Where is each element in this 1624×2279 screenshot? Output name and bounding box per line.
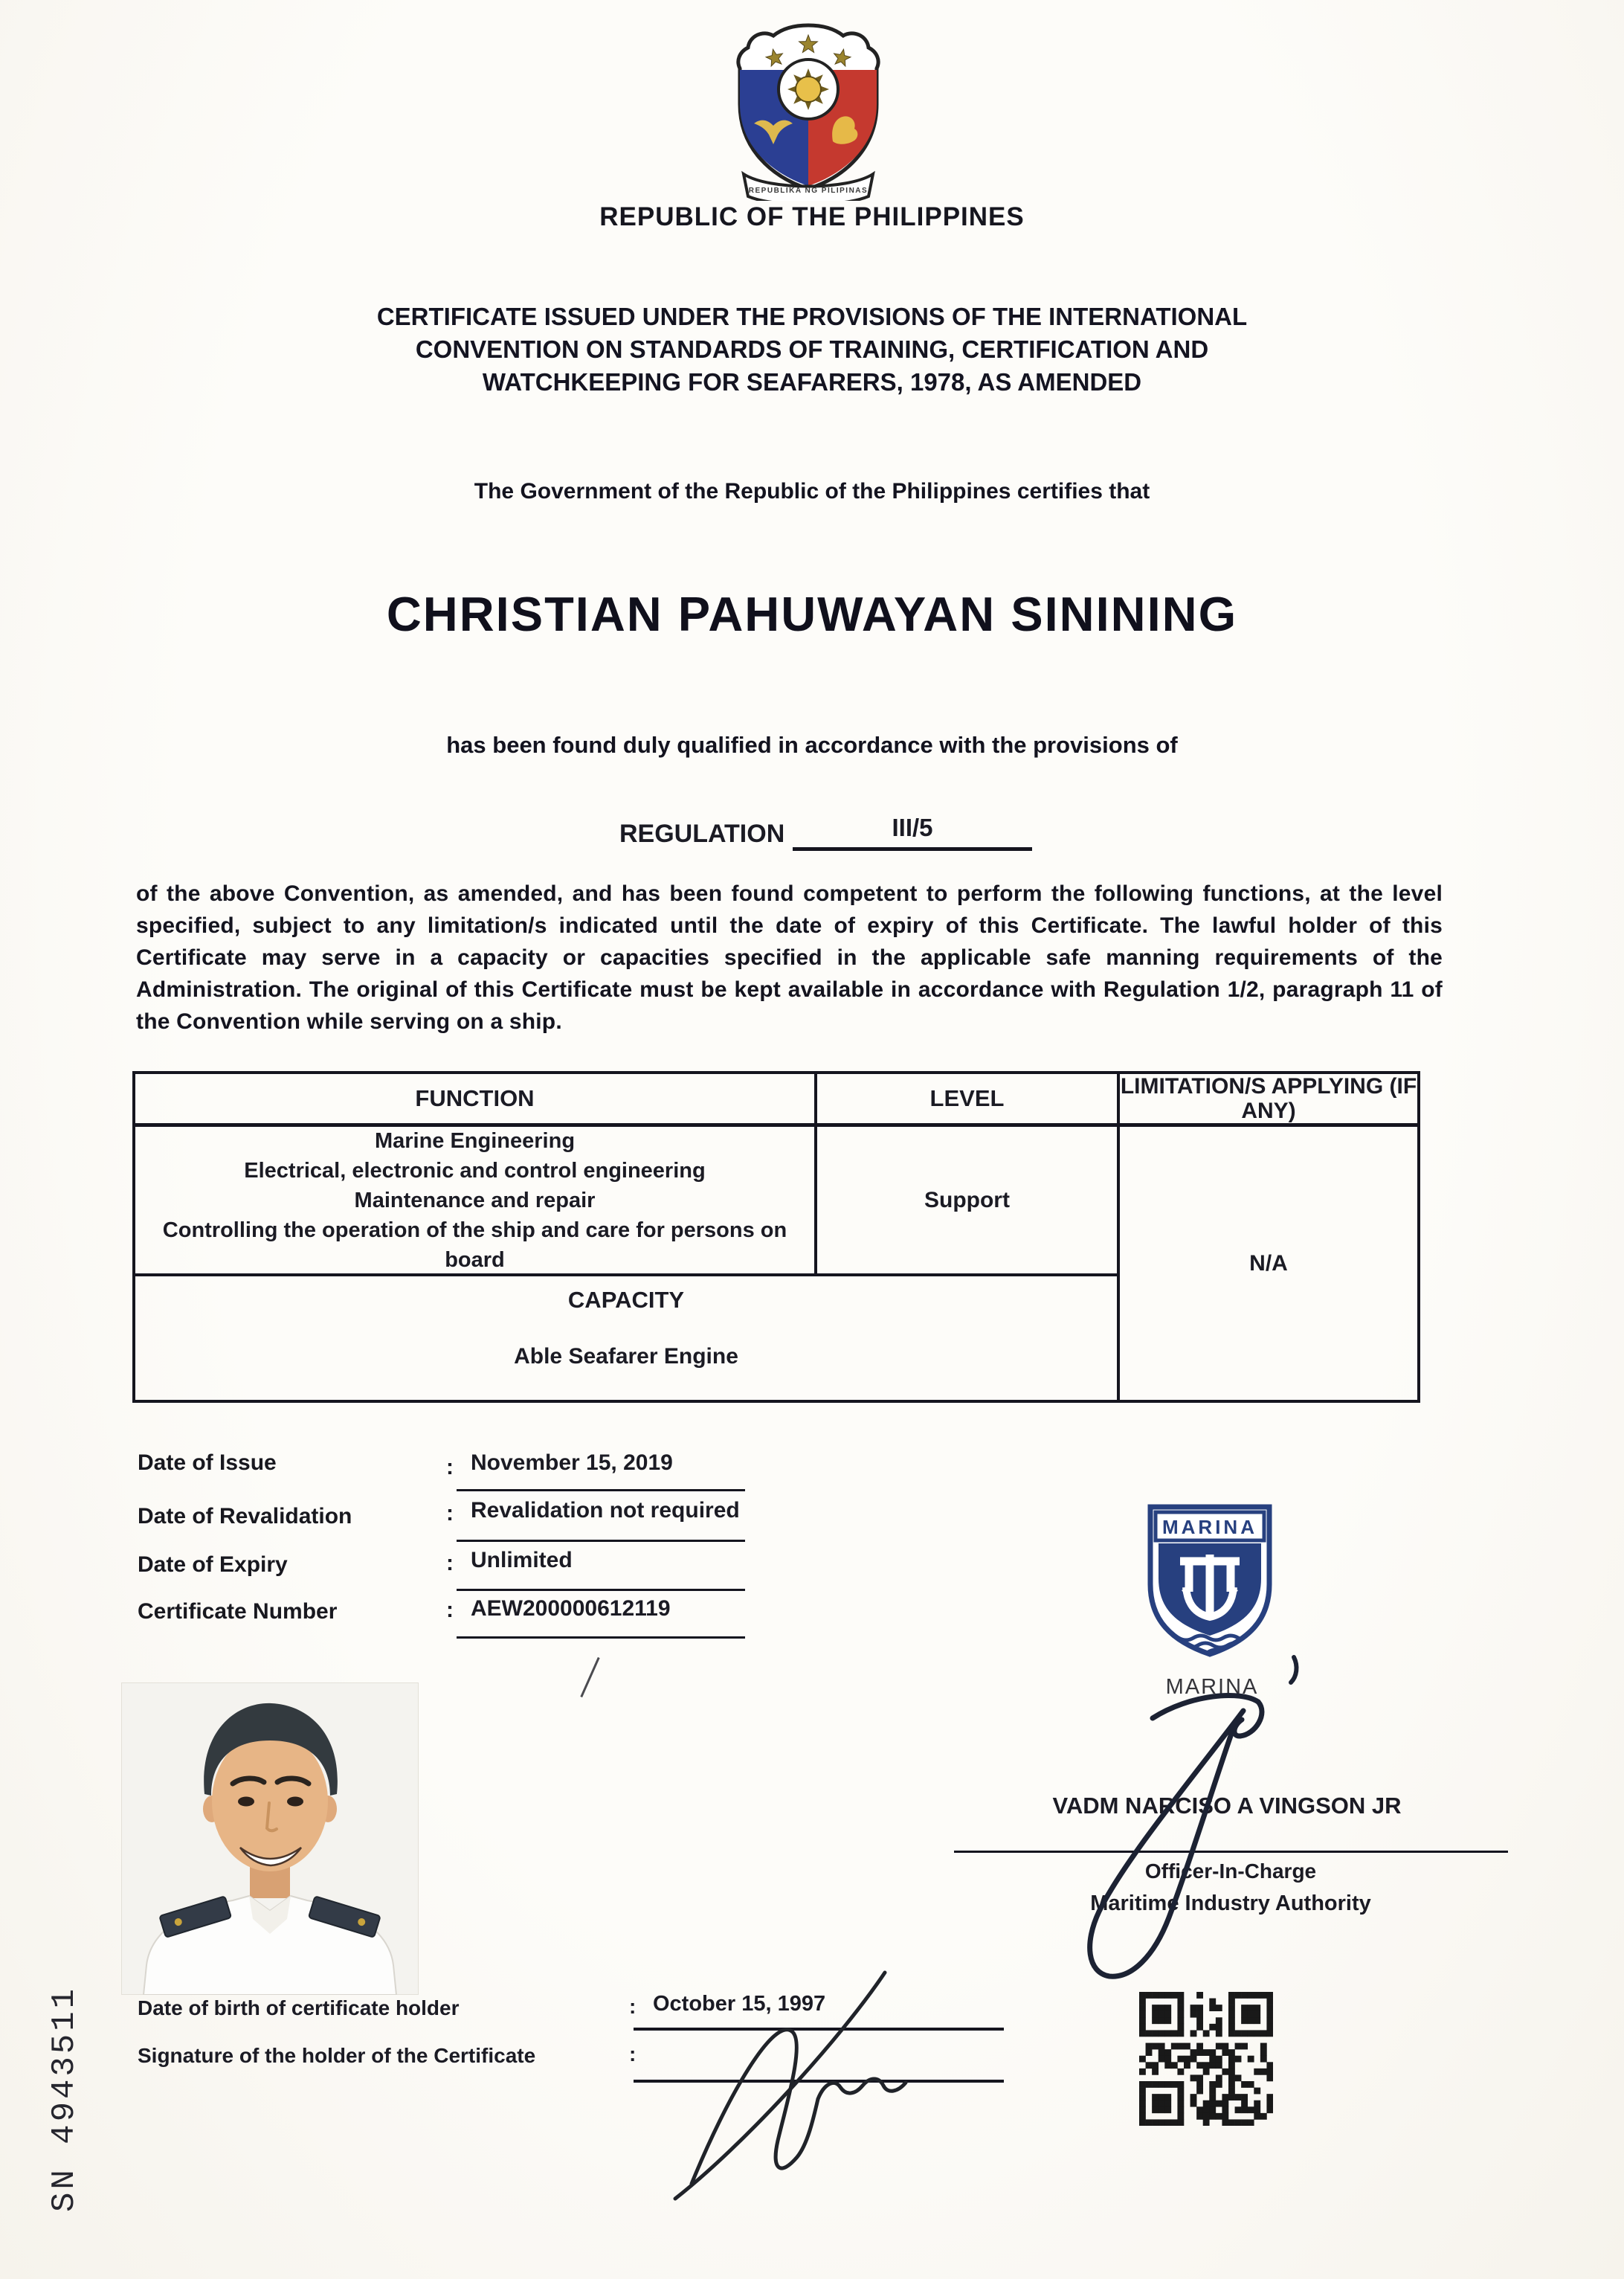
dob-label: Date of birth of certificate holder [138, 1996, 460, 2019]
qualified-line: has been found duly qualified in accordance with the provisions of [446, 732, 1178, 758]
qr-code [1139, 1992, 1273, 2126]
detail-value: Unlimited [471, 1548, 573, 1572]
detail-label: Date of Issue [138, 1450, 277, 1475]
marina-seal-text: MARINA [1162, 1516, 1257, 1538]
function-list [135, 1127, 814, 1273]
certificate-title-line: WATCHKEEPING FOR SEAFARERS, 1978, AS AMENDED [482, 368, 1142, 396]
detail-label: Certificate Number [138, 1599, 338, 1624]
detail-value: Revalidation not required [471, 1498, 740, 1523]
function-item: Controlling the operation of the ship and care for persons on board [162, 1218, 787, 1272]
level-value: Support [924, 1187, 1010, 1212]
detail-label: Date of Revalidation [138, 1504, 352, 1529]
limitation-value: N/A [1249, 1250, 1288, 1276]
holder-signature-colon: : [629, 2042, 637, 2066]
holder-signature-label: Signature of the holder of the Certificate [138, 2044, 536, 2067]
dob-colon: : [629, 1995, 637, 2018]
detail-colon: : [446, 1501, 454, 1526]
dob-underline [634, 2028, 1004, 2031]
detail-colon: : [446, 1598, 454, 1622]
detail-value: November 15, 2019 [471, 1450, 673, 1475]
regulation-value: III/5 [892, 814, 933, 841]
body-paragraph: of the above Convention, as amended, and has been found competent to perform the following functions, at the level specified, subject to any limitation/s indicated until the date of expiry of this Certificate. The lawful holder of this Certificate may serve in a capacity or capacities specified in the applicable safe manning requirements of the Administration. The original of this Certificate must be kept available in accordance with Regulation 1/2, paragraph 11 of the Convention while serving on a ship. [136, 881, 1443, 1034]
marina-caption: MARINA [1165, 1675, 1259, 1699]
seal-banner-text: REPUBLIKA NG PILIPINAS [748, 187, 869, 195]
functions-table [132, 1071, 1420, 1403]
capacity-label: CAPACITY [567, 1287, 685, 1313]
holder-signature-underline [634, 2080, 1004, 2083]
function-item: Marine Engineering [374, 1128, 576, 1153]
signatory-title: Officer-In-Charge [1144, 1859, 1317, 1883]
republic-caption: REPUBLIC OF THE PHILIPPINES [599, 202, 1025, 231]
detail-underline [457, 1489, 745, 1491]
detail-value: AEW200000612119 [471, 1596, 671, 1621]
certificate-title-line: CONVENTION ON STANDARDS OF TRAINING, CERTIFICATION AND [415, 335, 1209, 363]
column-header-limitation: LIMITATION/S APPLYING (IF ANY) [1120, 1074, 1417, 1123]
column-header-function: FUNCTION [415, 1085, 535, 1111]
holder-photo [121, 1682, 419, 1995]
function-item: Maintenance and repair [354, 1188, 596, 1212]
capacity-value: Able Seafarer Engine [514, 1344, 738, 1369]
detail-underline [457, 1540, 745, 1542]
regulation-label: REGULATION [619, 820, 785, 848]
signatory-org: Maritime Industry Authority [1090, 1891, 1371, 1915]
signatory-rule [954, 1851, 1508, 1853]
holder-name: CHRISTIAN PAHUWAYAN SININING [386, 587, 1238, 641]
detail-underline [457, 1636, 745, 1639]
detail-underline [457, 1589, 745, 1591]
capacity-cell [135, 1276, 1117, 1400]
column-header-level: LEVEL [929, 1085, 1005, 1111]
detail-label: Date of Expiry [138, 1552, 288, 1577]
dob-value: October 15, 1997 [653, 1992, 826, 2016]
certificate-title-line: CERTIFICATE ISSUED UNDER THE PROVISIONS OF THE INTERNATIONAL [376, 303, 1248, 330]
marina-seal-icon [1143, 1501, 1277, 1660]
regulation-value-underline [793, 814, 1032, 851]
certifies-line: The Government of the Republic of the Philippines certifies that [474, 479, 1150, 504]
philippines-coat-of-arms-icon [715, 13, 901, 201]
function-item: Electrical, electronic and control engineering [244, 1158, 706, 1183]
serial-number: SN 4943511 [46, 1985, 83, 2213]
stray-mark [580, 1657, 599, 1697]
signatory-name: VADM NARCISO A VINGSON JR [1052, 1793, 1402, 1819]
detail-colon: : [446, 1551, 454, 1575]
detail-colon: : [446, 1455, 454, 1479]
certificate-title [0, 300, 1624, 399]
